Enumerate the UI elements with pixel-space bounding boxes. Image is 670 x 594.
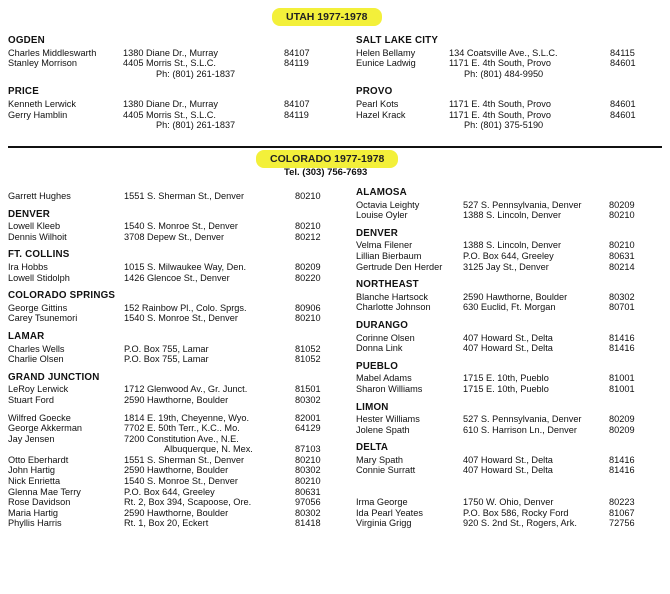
zip-code: 80302 (609, 291, 635, 302)
member-address: 1380 Diane Dr., Murray (123, 47, 218, 58)
member-name: George Akkerman (8, 423, 83, 434)
phone-number: Ph: (801) 484-9950 (464, 68, 544, 79)
member-address: 1715 E. 10th, Pueblo (463, 383, 549, 394)
zip-code: 81416 (609, 343, 635, 354)
member-address: 407 Howard St., Delta (463, 343, 553, 354)
member-name: Pearl Kots (356, 98, 399, 109)
list-item (8, 444, 324, 455)
section-heading: PROVO (356, 86, 393, 98)
phone-number: Ph: (801) 375-5190 (464, 120, 544, 131)
zip-code: 81001 (609, 373, 635, 384)
list-item (356, 262, 662, 273)
member-address: P.O. Box 586, Rocky Ford (463, 507, 569, 518)
list-item (356, 455, 662, 466)
member-name: Mabel Adams (356, 373, 412, 384)
zip-code: 84601 (610, 98, 636, 109)
zip-code: 80210 (609, 240, 635, 251)
member-address: 3708 Depew St., Denver (124, 231, 225, 242)
section-divider (8, 146, 662, 148)
member-name: Otto Eberhardt (8, 454, 69, 465)
member-address: 630 Euclid, Ft. Morgan (463, 302, 556, 313)
member-name: Garrett Hughes (8, 191, 71, 201)
zip-code: 80302 (295, 507, 321, 518)
list-item (356, 48, 662, 59)
list-item (356, 333, 662, 344)
member-name: Charlie Olsen (8, 354, 64, 365)
member-name: Corinne Olsen (356, 332, 415, 343)
zip-code: 84601 (610, 58, 636, 69)
member-address: 4405 Morris St., S.L.C. (123, 58, 216, 69)
zip-code: 80302 (295, 465, 321, 476)
member-name: Jay Jensen (8, 433, 55, 444)
section-heading: NORTHEAST (356, 279, 419, 291)
zip-code: 64129 (295, 423, 321, 434)
member-address: 1171 E. 4th South, Provo (449, 58, 551, 69)
member-name: John Hartig (8, 465, 55, 476)
zip-code: 80631 (295, 486, 321, 497)
member-address: 1551 S. Sherman St., Denver (124, 191, 245, 201)
section-heading: DENVER (8, 208, 51, 220)
zip-code: 72756 (609, 518, 635, 529)
member-name: Hazel Krack (356, 109, 406, 120)
member-address: 1015 S. Milwaukee Way, Den. (124, 261, 247, 272)
member-address: 1171 E. 4th South, Provo (449, 109, 551, 120)
list-item (356, 414, 662, 425)
section-heading: PUEBLO (356, 360, 399, 372)
member-address: 1380 Diane Dr., Murray (123, 98, 218, 109)
member-address: 407 Howard St., Delta (463, 454, 553, 465)
member-address: 1750 W. Ohio, Denver (463, 497, 554, 508)
list-item (8, 221, 324, 232)
phone-row (8, 120, 316, 131)
section-heading: SALT LAKE CITY (356, 35, 439, 46)
member-name: Octavia Leighty (356, 199, 420, 210)
member-name: Irma George (356, 497, 408, 508)
section-heading: DELTA (356, 442, 389, 454)
member-address: 1426 Glencoe St., Denver (124, 272, 230, 283)
spacer (356, 483, 662, 490)
member-address: 4405 Morris St., S.L.C. (123, 109, 216, 120)
zip-code: 80210 (295, 191, 321, 201)
zip-code: 81416 (609, 465, 635, 476)
member-name: Charlotte Johnson (356, 302, 431, 313)
zip-code: 80210 (609, 210, 635, 221)
list-item (8, 465, 324, 476)
member-address: 527 S. Pennsylvania, Denver (463, 199, 582, 210)
zip-code: 84119 (284, 109, 309, 120)
member-name: Charles Middleswarth (8, 47, 97, 58)
section-heading: DURANGO (356, 319, 409, 331)
zip-code: 80209 (609, 199, 635, 210)
member-address: 1388 S. Lincoln, Denver (463, 240, 562, 251)
zip-code: 84119 (284, 58, 309, 69)
member-name: Blanche Hartsock (356, 291, 429, 302)
list-item (356, 99, 662, 110)
member-name: Ira Hobbs (8, 261, 48, 272)
phone-number: Ph: (801) 261-1837 (156, 68, 236, 79)
list-item (356, 518, 662, 529)
list-item (8, 434, 324, 445)
member-address: 152 Rainbow Pl., Colo. Sprgs. (124, 302, 247, 313)
member-name: LeRoy Lerwick (8, 384, 69, 395)
zip-code: 80906 (295, 302, 321, 313)
member-name: Connie Surratt (356, 465, 416, 476)
list-item (8, 487, 324, 498)
member-address: 920 S. 2nd St., Rogers, Ark. (463, 518, 577, 529)
member-address: 527 S. Pennsylvania, Denver (463, 414, 582, 425)
member-address: 1814 E. 19th, Cheyenne, Wyo. (124, 412, 250, 423)
zip-code: 81067 (609, 507, 635, 518)
list-item (356, 343, 662, 354)
member-name: Maria Hartig (8, 507, 59, 518)
list-item (356, 373, 662, 384)
section-heading: DENVER (356, 227, 399, 239)
section-heading: LAMAR (8, 330, 45, 342)
section-heading: COLORADO SPRINGS (8, 290, 116, 302)
member-name: Louise Oyler (356, 210, 408, 221)
utah-header: UTAH 1977-1978 (272, 8, 382, 26)
member-name: George Gittins (8, 302, 68, 313)
list-item (356, 508, 662, 519)
zip-code: 81052 (295, 343, 321, 354)
section-heading: OGDEN (8, 35, 45, 46)
zip-code: 80210 (295, 476, 321, 487)
zip-code: 84107 (284, 98, 310, 109)
zip-code: 80209 (295, 261, 321, 272)
member-name: Stuart Ford (8, 394, 54, 405)
zip-code: 87103 (295, 444, 321, 455)
colorado-header: COLORADO 1977-1978 (256, 150, 398, 168)
list-item (8, 191, 324, 202)
list-item (356, 110, 662, 121)
list-item (356, 425, 662, 436)
member-name: Lillian Bierbaum (356, 250, 422, 261)
list-item (356, 200, 662, 211)
colorado-left-column (8, 191, 324, 529)
phone-row (356, 120, 662, 131)
zip-code: 80214 (609, 261, 635, 272)
zip-code: 82001 (295, 412, 321, 423)
member-address: 134 Coatsville Ave., S.L.C. (449, 47, 558, 58)
utah-left-column (8, 36, 316, 131)
list-item (8, 303, 324, 314)
section-heading: ALAMOSA (356, 187, 407, 198)
member-address: 3125 Jay St., Denver (463, 261, 549, 272)
zip-code: 97056 (295, 497, 321, 508)
member-name: Helen Bellamy (356, 47, 416, 58)
member-address: Albuquerque, N. Mex. (164, 444, 253, 455)
list-item (8, 455, 324, 466)
section-heading: FT. COLLINS (8, 249, 70, 261)
member-name: Kenneth Lerwick (8, 98, 76, 109)
phone-number: Ph: (801) 261-1837 (156, 120, 236, 131)
zip-code: 81416 (609, 454, 635, 465)
list-item (356, 465, 662, 476)
zip-code: 81418 (295, 518, 321, 529)
list-item (8, 384, 324, 395)
list-item (8, 497, 324, 508)
member-name: Sharon Williams (356, 383, 423, 394)
zip-code: 84601 (610, 109, 636, 120)
zip-code: 80209 (609, 424, 635, 435)
utah-right-column (356, 36, 662, 131)
member-address: 1540 S. Monroe St., Denver (124, 221, 238, 232)
member-name: Nick Enrietta (8, 476, 61, 487)
zip-code: 81001 (609, 383, 635, 394)
zip-code: 80220 (295, 272, 321, 283)
member-address: 7702 E. 50th Terr., K.C.. Mo. (124, 423, 240, 434)
list-item (356, 210, 662, 221)
zip-code: 80631 (609, 250, 635, 261)
member-address: 407 Howard St., Delta (463, 332, 553, 343)
zip-code: 80212 (295, 231, 321, 242)
list-item (8, 476, 324, 487)
member-name: Jolene Spath (356, 424, 410, 435)
member-address: 7200 Constitution Ave., N.E. (124, 433, 239, 444)
phone-row (8, 69, 316, 80)
member-address: 1388 S. Lincoln, Denver (463, 210, 562, 221)
zip-code: 80302 (295, 394, 321, 405)
list-item (8, 508, 324, 519)
zip-code: 80210 (295, 454, 321, 465)
zip-code: 81416 (609, 332, 635, 343)
member-address: P.O. Box 644, Greeley (463, 250, 554, 261)
section-heading: LIMON (356, 401, 389, 413)
member-name: Hester Williams (356, 414, 420, 425)
member-address: 1540 S. Monroe St., Denver (124, 476, 238, 487)
member-address: Rt. 2, Box 394, Scapoose, Ore. (124, 497, 252, 508)
list-item (356, 497, 662, 508)
member-name: Donna Link (356, 343, 403, 354)
list-item (8, 273, 324, 284)
member-name: Glenna Mae Terry (8, 486, 81, 497)
list-item (356, 58, 662, 69)
list-item (8, 395, 324, 406)
member-address: 1171 E. 4th South, Provo (449, 98, 551, 109)
member-address: P.O. Box 755, Lamar (124, 354, 209, 365)
member-name: Gertrude Den Herder (356, 261, 443, 272)
list-item (356, 292, 662, 303)
member-address: 1551 S. Sherman St., Denver (124, 454, 245, 465)
list-item (8, 232, 324, 243)
member-address: 2590 Hawthorne, Boulder (124, 394, 229, 405)
member-address: P.O. Box 755, Lamar (124, 343, 209, 354)
member-name: Phyllis Harris (8, 518, 62, 529)
member-name: Gerry Hamblin (8, 109, 68, 120)
section-heading: PRICE (8, 86, 39, 98)
member-address: Rt. 1, Box 20, Eckert (124, 518, 209, 529)
member-name: Carey Tsunemori (8, 313, 78, 324)
zip-code: 80701 (609, 302, 635, 313)
member-address: P.O. Box 644, Greeley (124, 486, 215, 497)
member-name: Rose Davidson (8, 497, 71, 508)
zip-code: 80210 (295, 313, 321, 324)
list-item (8, 110, 316, 121)
list-item (356, 251, 662, 262)
member-address: 1712 Glenwood Av., Gr. Junct. (124, 384, 248, 395)
list-item (8, 262, 324, 273)
member-name: Wilfred Goecke (8, 412, 71, 423)
member-name: Lowell Kleeb (8, 221, 61, 232)
member-address: 1715 E. 10th, Pueblo (463, 373, 549, 384)
member-address: 610 S. Harrison Ln., Denver (463, 424, 577, 435)
colorado-right-column (356, 188, 662, 529)
list-item (8, 344, 324, 355)
member-name: Eunice Ladwig (356, 58, 416, 69)
member-name: Lowell Stidolph (8, 272, 70, 283)
list-item (8, 518, 324, 529)
zip-code: 80209 (609, 414, 635, 425)
member-address: 2590 Hawthorne, Boulder (463, 291, 568, 302)
member-name: Mary Spath (356, 454, 403, 465)
zip-code: 84107 (284, 47, 310, 58)
spacer (356, 490, 662, 497)
member-address: 407 Howard St., Delta (463, 465, 553, 476)
zip-code: 81501 (295, 384, 321, 395)
spacer (356, 476, 662, 483)
list-item (8, 58, 316, 69)
member-name: Charles Wells (8, 343, 65, 354)
member-address: 2590 Hawthorne, Boulder (124, 507, 229, 518)
member-address: 1540 S. Monroe St., Denver (124, 313, 238, 324)
member-address: 2590 Hawthorne, Boulder (124, 465, 229, 476)
member-name: Dennis Wilhoit (8, 231, 67, 242)
zip-code: 80210 (295, 221, 321, 232)
list-item (8, 48, 316, 59)
colorado-telephone: Tel. (303) 756-7693 (284, 167, 368, 178)
zip-code: 81052 (295, 354, 321, 365)
list-item (356, 384, 662, 395)
list-item (8, 413, 324, 424)
list-item (8, 423, 324, 434)
zip-code: 84115 (610, 47, 635, 58)
member-name: Stanley Morrison (8, 58, 77, 69)
phone-row (356, 69, 662, 80)
section-heading: GRAND JUNCTION (8, 371, 100, 383)
list-item (8, 313, 324, 324)
list-item (8, 354, 324, 365)
list-item (356, 240, 662, 251)
list-item (8, 99, 316, 110)
spacer (8, 406, 324, 413)
list-item (356, 302, 662, 313)
zip-code: 80223 (609, 497, 635, 508)
member-name: Virginia Grigg (356, 518, 412, 529)
member-name: Ida Pearl Yeates (356, 507, 423, 518)
member-name: Velma Filener (356, 240, 413, 251)
